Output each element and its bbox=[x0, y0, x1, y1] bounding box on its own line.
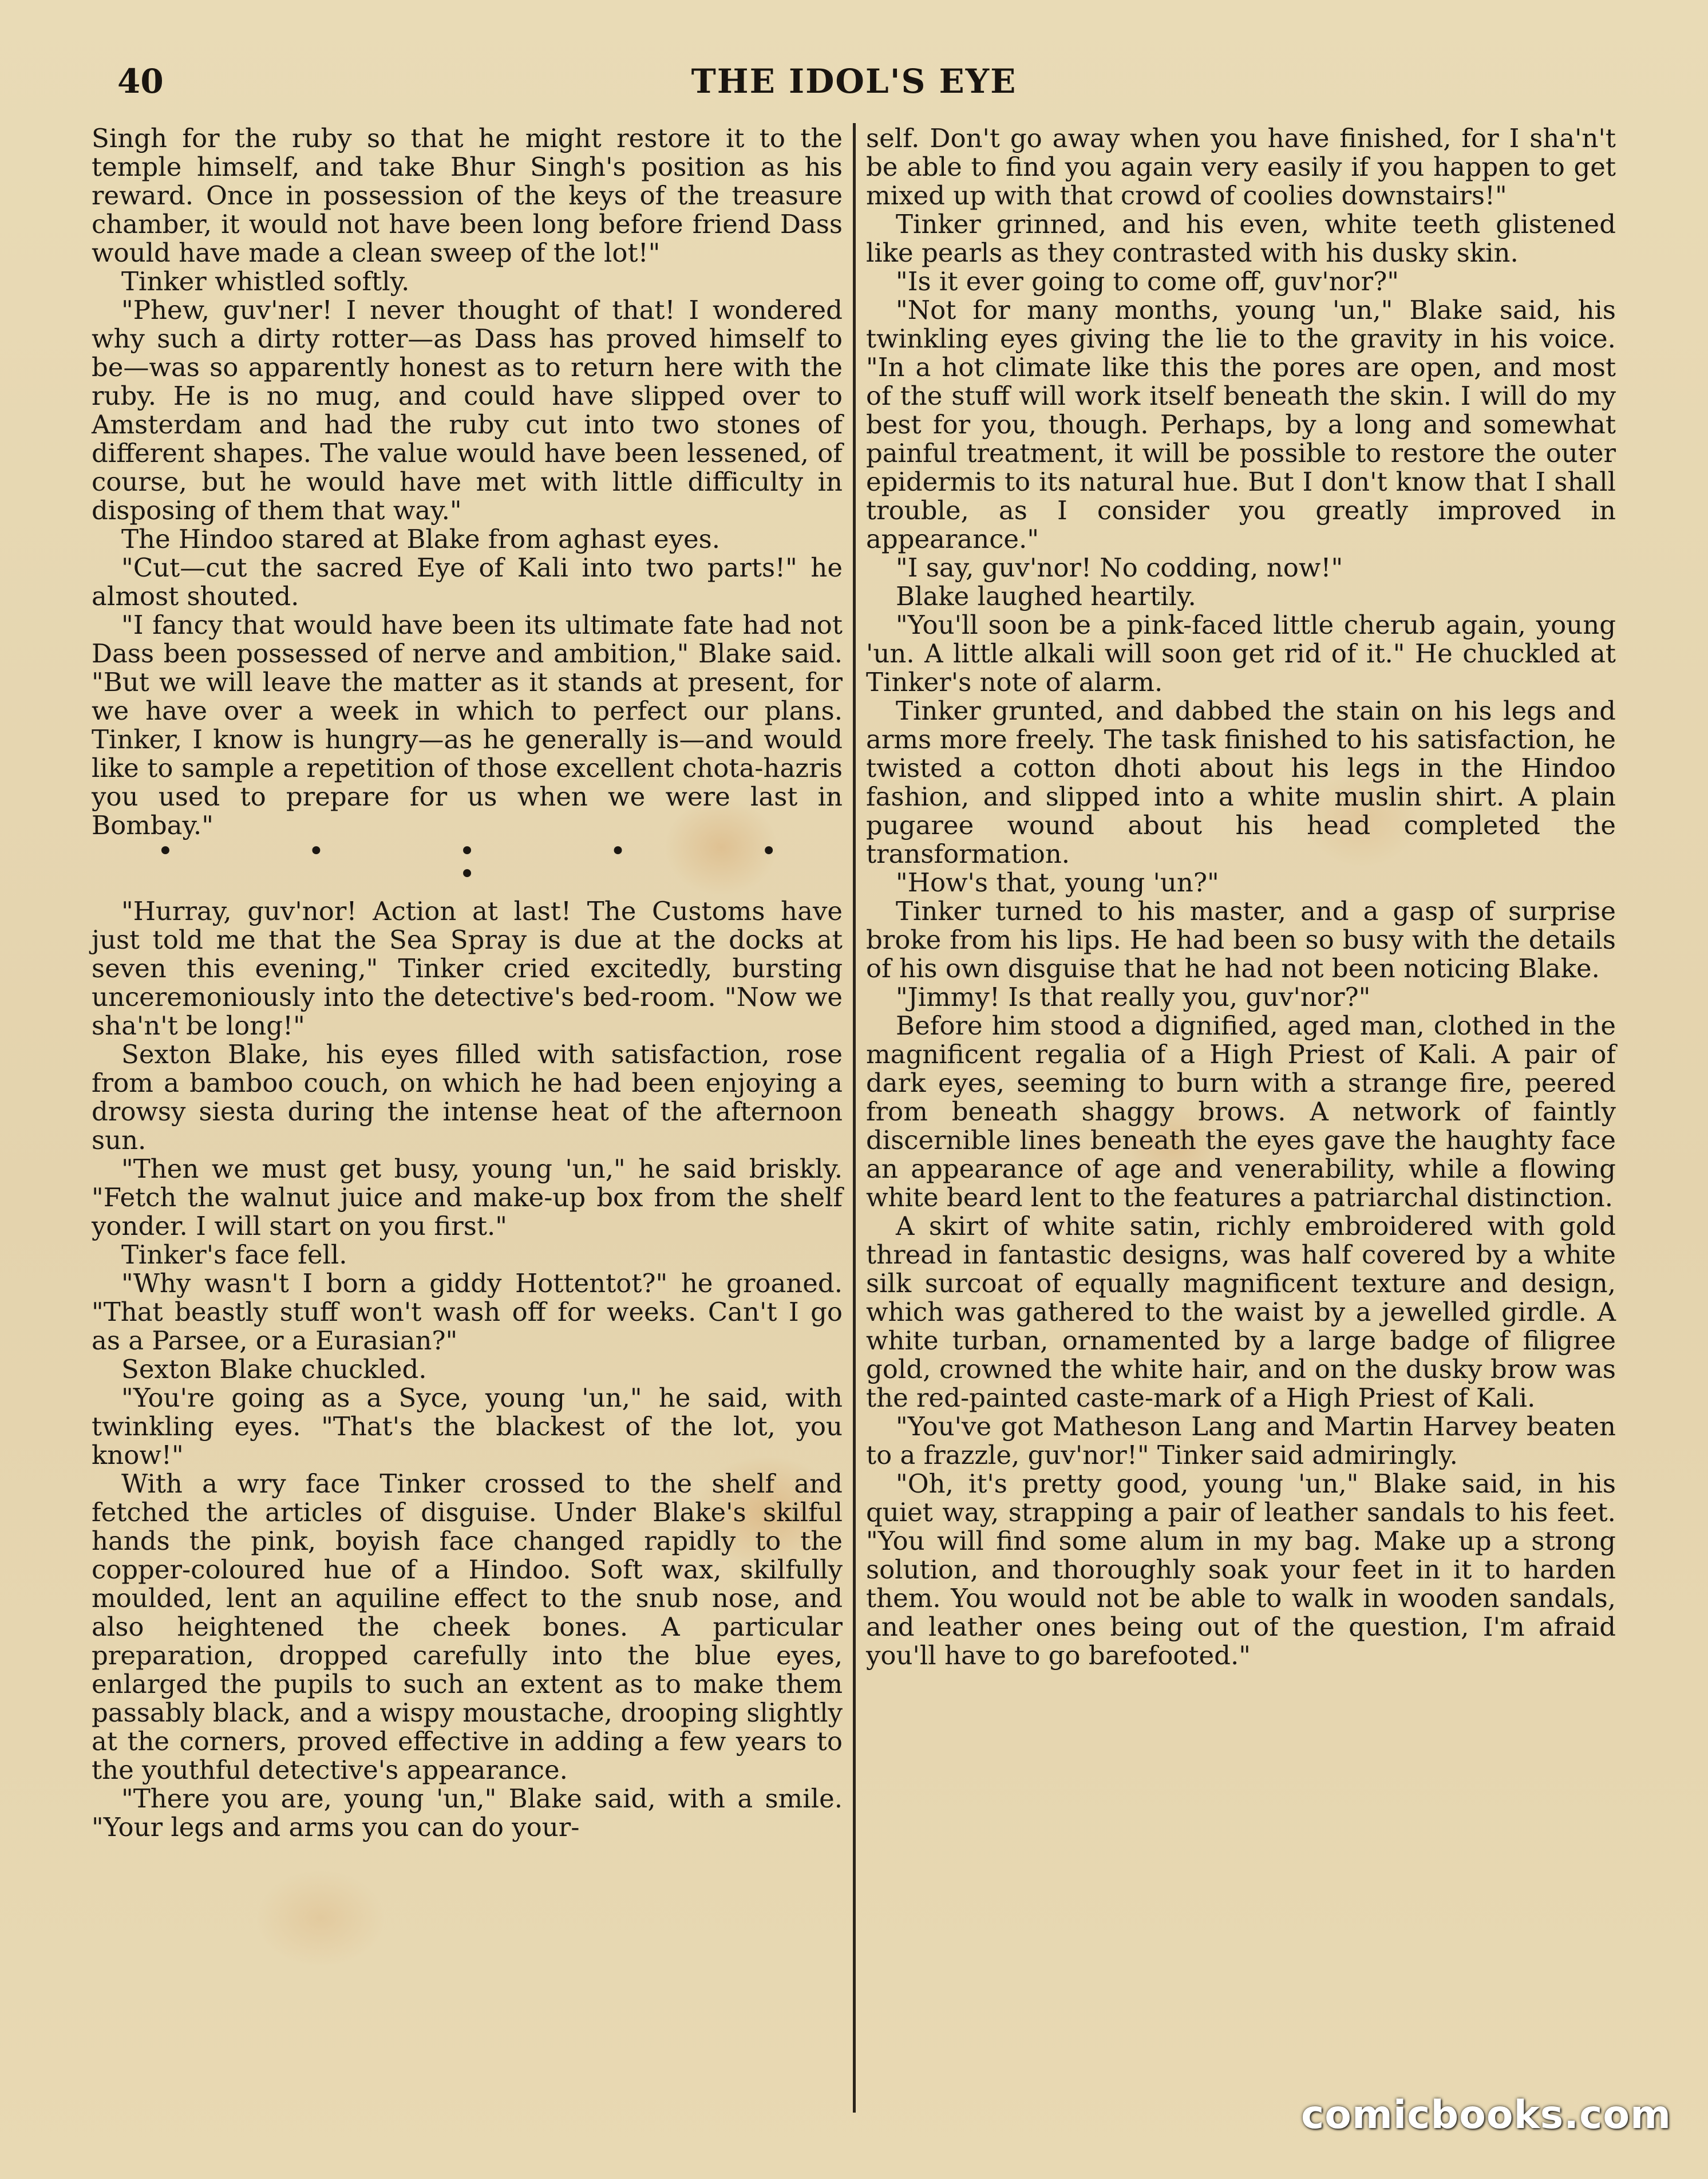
paragraph: "Then we must get busy, young 'un," he said briskly. "Fetch the walnut juice and make-up box from the shelf yonder. I will start on you first." bbox=[92, 1154, 843, 1241]
paragraph: The Hindoo stared at Blake from aghast eyes. bbox=[121, 524, 721, 554]
paragraph: "You'll soon be a pink-faced little cherub again, young 'un. A little alkali will soon get rid of it." He chuckled at Tinker's note of alarm. bbox=[866, 610, 1616, 697]
paragraph: "Oh, it's pretty good, young 'un," Blake said, in his quiet way, strapping a pair of leather sandals to his feet. "You will find some alum in my bag. Make up a strong solution, and thoroughly soak your feet in it to harden them. You would not be able to walk in wooden sandals, and leather ones being out of the question, I'm afraid you'll have to go barefooted." bbox=[866, 1469, 1616, 1671]
paragraph: Singh for the ruby so that he might restore it to the temple himself, and take Bhur Singh's position as his reward. Once in possession of the keys of the treasure chamber, it would not have been long before friend Dass would have made a clean sweep of the lot!" bbox=[92, 123, 843, 268]
paragraph: "Phew, guv'ner! I never thought of that! I wondered why such a dirty rotter—as Dass has proved himself to be—was so apparently honest as to return here with the ruby. He is no mug, and could have slipped over to Amsterdam and had the ruby cut into two stones of different shapes. The value would have been lessened, of course, but he would have met with little difficulty in disposing of them that way." bbox=[92, 295, 843, 526]
paragraph: Tinker grunted, and dabbed the stain on his legs and arms more freely. The task finished to his satisfaction, he twisted a cotton dhoti about his legs in the Hindoo fashion, and slipped into a white muslin shirt. A plain pugaree wound about his head completed the transformation. bbox=[866, 696, 1616, 869]
paragraph: Tinker turned to his master, and a gasp of surprise broke from his lips. He had been so busy with the details of his own disguise that he had not been noticing Blake. bbox=[866, 896, 1616, 984]
paragraph: "Hurray, guv'nor! Action at last! The Customs have just told me that the Sea Spray is due at the docks at seven this evening," Tinker cried excitedly, bursting unceremoniously into the detective's bed-room. "Now we sha'n't be long!" bbox=[92, 896, 843, 1041]
left-column bbox=[92, 124, 843, 1842]
paragraph: "Jimmy! Is that really you, guv'nor?" bbox=[896, 982, 1371, 1012]
paragraph: Sexton Blake chuckled. bbox=[121, 1354, 427, 1384]
paragraph: "How's that, young 'un?" bbox=[896, 867, 1219, 898]
paragraph: Blake laughed heartily. bbox=[896, 581, 1196, 611]
paragraph: "Is it ever going to come off, guv'nor?" bbox=[896, 266, 1399, 297]
paragraph: With a wry face Tinker crossed to the shelf and fetched the articles of disguise. Under Blake's skilful hands the pink, boyish face changed rapidly to the copper-coloured hue of a Hindoo. Soft wax, skilfully moulded, lent an aquiline effect to the snub nose, and also heightened the cheek bones. A particular preparation, dropped carefully into the blue eyes, enlarged the pupils to such an extent as to make them passably black, and a wispy moustache, drooping slightly at the corners, proved effective in adding a few years to the youthful detective's appearance. bbox=[92, 1469, 843, 1785]
paragraph: Before him stood a dignified, aged man, clothed in the magnificent regalia of a High Priest of Kali. A pair of dark eyes, seeming to burn with a strange fire, peered from beneath shaggy brows. A network of faintly discernible lines beneath the eyes gave the haughty face an appearance of age and venerability, while a flowing white beard lent to the features a patriarchal distinction. bbox=[866, 1010, 1616, 1213]
paragraph: self. Don't go away when you have finished, for I sha'n't be able to find you again very easily if you happen to get mixed up with that crowd of coolies downstairs!" bbox=[866, 123, 1616, 211]
watermark: comicbooks.com bbox=[1300, 2093, 1671, 2138]
paragraph: Tinker's face fell. bbox=[121, 1239, 347, 1270]
paragraph: A skirt of white satin, richly embroidered with gold thread in fantastic designs, was half covered by a white silk surcoat of equally magnificent texture and design, which was gathered to the waist by a jewelled girdle. A white turban, ornamented by a large badge of filigree gold, crowned the white hair, and on the dusky brow was the red-painted caste-mark of a High Priest of Kali. bbox=[866, 1211, 1616, 1413]
column-rule bbox=[853, 123, 856, 2113]
paragraph: "Not for many months, young 'un," Blake said, his twinkling eyes giving the lie to the gravity in his voice. "In a hot climate like this the pores are open, and most of the stuff will work itself beneath the skin. I will do my best for you, though. Perhaps, by a long and somewhat painful treatment, it will be possible to restore the outer epidermis to its natural hue. But I don't know that I shall trouble, as I consider you greatly improved in appearance." bbox=[866, 295, 1616, 554]
paragraph: "Cut—cut the sacred Eye of Kali into two parts!" he almost shouted. bbox=[92, 552, 843, 611]
paragraph: Tinker grinned, and his even, white teeth glistened like pearls as they contrasted with his dusky skin. bbox=[866, 209, 1616, 268]
paragraph: "You're going as a Syce, young 'un," he said, with twinkling eyes. "That's the blackest of the lot, you know!" bbox=[92, 1383, 843, 1470]
running-title: THE IDOL'S EYE bbox=[691, 62, 1017, 101]
paragraph: Tinker whistled softly. bbox=[121, 266, 410, 297]
paragraph: "Why wasn't I born a giddy Hottentot?" he groaned. "That beastly stuff won't wash off for weeks. Can't I go as a Parsee, or a Eurasian?" bbox=[92, 1268, 843, 1356]
paragraph: "There you are, young 'un," Blake said, with a smile. "Your legs and arms you can do your- bbox=[92, 1783, 843, 1842]
section-break: • • • • • • bbox=[157, 835, 840, 890]
page-number: 40 bbox=[117, 62, 164, 101]
paragraph: "You've got Matheson Lang and Martin Harvey beaten to a frazzle, guv'nor!" Tinker said admiringly. bbox=[866, 1411, 1616, 1470]
paragraph: "I say, guv'nor! No codding, now!" bbox=[896, 552, 1343, 583]
paragraph: Sexton Blake, his eyes filled with satisfaction, rose from a bamboo couch, on which he had been enjoying a drowsy siesta during the intense heat of the afternoon sun. bbox=[92, 1039, 843, 1155]
right-column bbox=[866, 124, 1616, 1670]
paragraph: "I fancy that would have been its ultimate fate had not Dass been possessed of nerve and ambition," Blake said. "But we will leave the matter as it stands at present, for we have over a week in which to perfect our plans. Tinker, I know is hungry—as he generally is—and would like to sample a repetition of those excellent chota-hazris you used to prepare for us when we were last in Bombay." bbox=[92, 610, 843, 840]
